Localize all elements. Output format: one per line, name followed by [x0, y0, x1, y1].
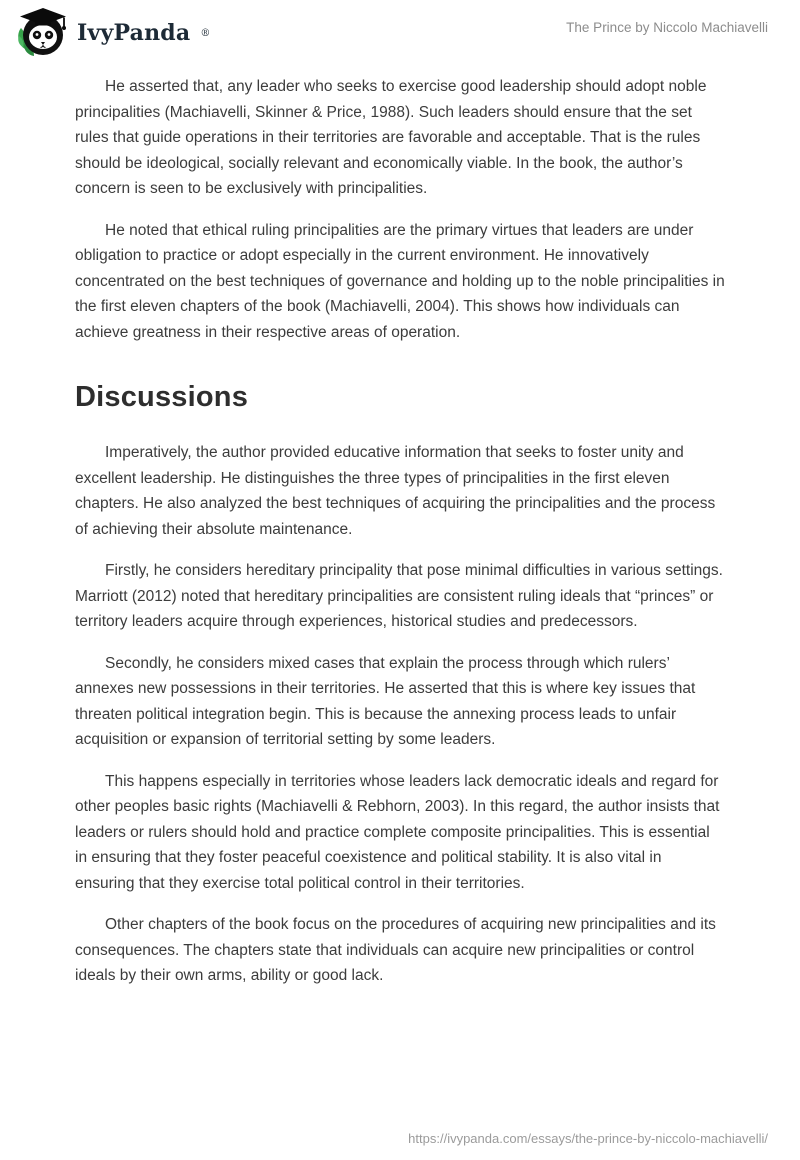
- paragraph: Other chapters of the book focus on the procedures of acquiring new principalities and its consequences. The chapters state that individuals can acquire new principalities or control ideals by their own arms, ability or good lack.: [75, 916, 716, 984]
- paragraph: Firstly, he considers hereditary principality that pose minimal difficulties in various settings. Marriott (2012) noted that hereditary principalities are consistent ruling ideals that “princes” or territory leaders acquire through experiences, historical studies and predecessors.: [75, 562, 723, 630]
- paragraph: This happens especially in territories whose leaders lack democratic ideals and regard for other peoples basic rights (Machiavelli & Rebhorn, 2003). In this regard, the author insists that leaders or rulers should hold and practice complete composite principalities. This is essential in ensuring that they foster peaceful coexistence and political stability. It is also vital in ensuring that they exercise total political control in their territories.: [75, 772, 720, 892]
- brand-name: IvyPanda: [77, 20, 191, 46]
- document-title: The Prince by Niccolo Machiavelli: [566, 20, 768, 35]
- paragraph: Imperatively, the author provided educative information that seeks to foster unity and excellent leadership. He distinguishes the three types of principalities in the first eleven chapters. He also analyzed the best techniques of acquiring the principalities and the process of achieving their absolute maintenance.: [75, 444, 716, 538]
- page-header: [0, 0, 800, 62]
- registered-mark: ®: [200, 27, 211, 39]
- paragraph: Secondly, he considers mixed cases that explain the process through which rulers’ annexes new possessions in their territories. He asserted that this is where key issues that threaten political integration begin. This is because the annexing process leads to unfair acquisition or expansion of territorial setting by some leaders.: [75, 654, 696, 748]
- ivypanda-logo-icon: [14, 6, 68, 60]
- essay-content: [0, 62, 800, 989]
- section-heading: Discussions: [75, 381, 249, 413]
- brand[interactable]: [14, 6, 210, 60]
- page-footer: [408, 1130, 768, 1148]
- source-url[interactable]: https://ivypanda.com/essays/the-prince-by-niccolo-machiavelli/: [408, 1131, 768, 1146]
- paragraph: He asserted that, any leader who seeks to exercise good leadership should adopt noble principalities (Machiavelli, Skinner & Price, 1988). Such leaders should ensure that the set rules that guide operations in their territories are favorable and acceptable. That is the rules should be ideological, socially relevant and economically viable. In the book, the author’s concern is seen to be exclusively with principalities.: [75, 78, 707, 197]
- paragraph: He noted that ethical ruling principalities are the primary virtues that leaders are under obligation to practice or adopt especially in the current environment. He innovatively concentrated on the best techniques of governance and holding up to the noble principalities in the first eleven chapters of the book (Machiavelli, 2004). This shows how individuals can achieve greatness in their respective areas of operation.: [75, 221, 725, 341]
